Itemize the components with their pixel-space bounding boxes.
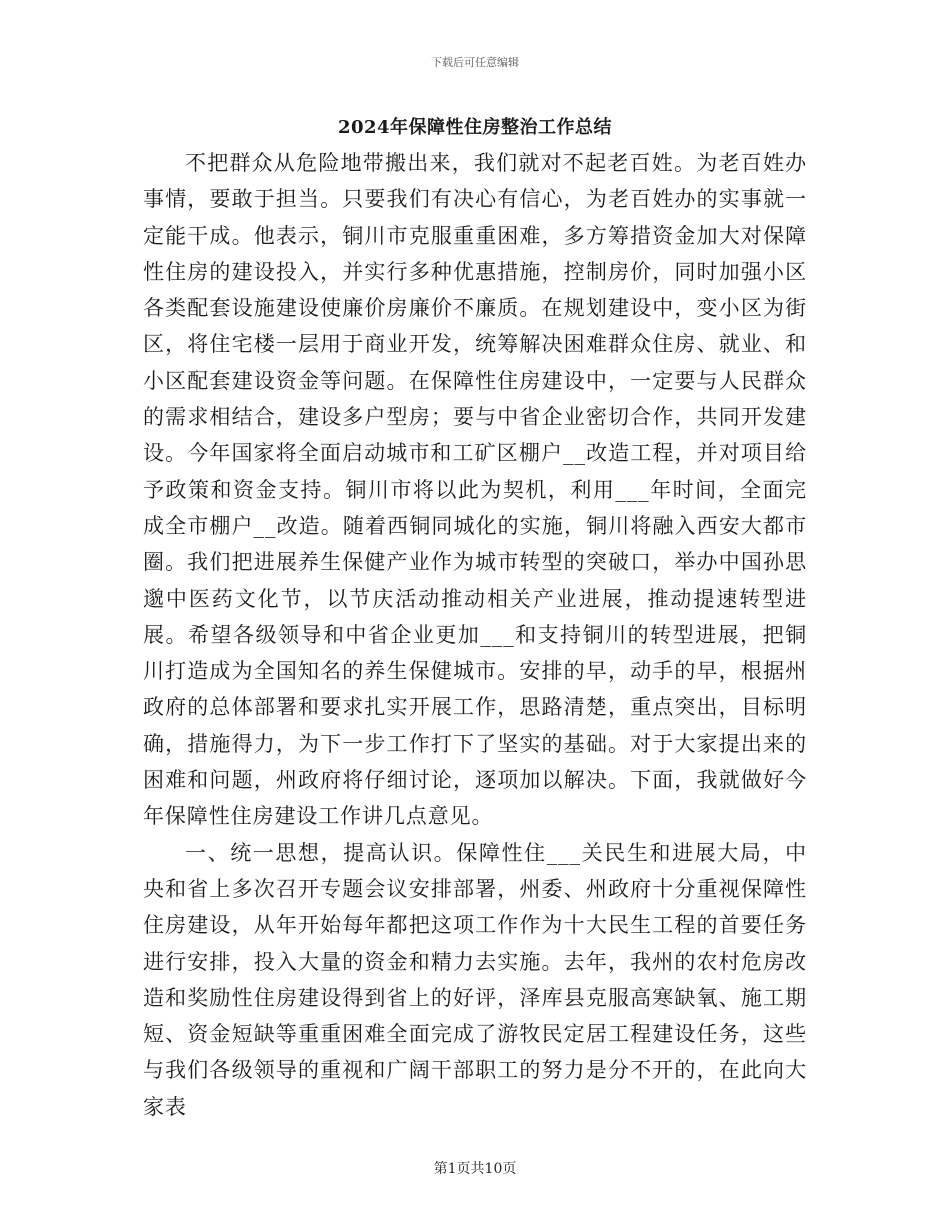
- document-body: [143, 145, 807, 1125]
- download-note: 下载后可任意编辑: [431, 56, 519, 69]
- paragraph-2: 一、统一思想，提高认识。保障性住___关民生和进展大局，中央和省上多次召开专题会议安排部署，州委、州政府十分重视保障性住房建设，从年开始每年都把这项工作作为十大民生工程的首要任务进行安排，投入大量的资金和精力去实施。去年，我州的农村危房改造和奖励性住房建设得到省上的好评，泽库县克服高寒缺氧、施工期短、资金短缺等重重困难全面完成了游牧民定居工程建设任务，这些与我们各级领导的重视和广阔干部职工的努力是分不开的，在此向大家表: [143, 840, 807, 1119]
- document-title: 2024年保障性住房整治工作总结: [337, 117, 613, 138]
- paragraph-1: 不把群众从危险地带搬出来，我们就对不起老百姓。为老百姓办事情，要敢于担当。只要我们有决心有信心，为老百姓办的实事就一定能干成。他表示，铜川市克服重重困难，多方筹措资金加大对保障性住房的建设投入，并实行多种优惠措施，控制房价，同时加强小区各类配套设施建设使廉价房廉价不廉质。在规划建设中，变小区为街区，将住宅楼一层用于商业开发，统筹解决困难群众住房、就业、和小区配套建设资金等问题。在保障性住房建设中，一定要与人民群众的需求相结合，建设多户型房；要与中省企业密切合作，共同开发建设。今年国家将全面启动城市和工矿区棚户__改造工程，并对项目给予政策和资金支持。铜川市将以此为契机，利用___年时间，全面完成全市棚户__改造。随着西铜同城化的实施，铜川将融入西安大都市圈。我们把进展养生保健产业作为城市转型的突破口，举办中国孙思邈中医药文化节，以节庆活动推动相关产业进展，推动提速转型进展。希望各级领导和中省企业更加___和支持铜川的转型进展，把铜川打造成为全国知名的养生保健城市。安排的早，动手的早，根据州政府的总体部署和要求扎实开展工作，思路清楚，重点突出，目标明确，措施得力，为下一步工作打下了坚实的基础。对于大家提出来的困难和问题，州政府将仔细讨论，逐项加以解决。下面，我就做好今年保障性住房建设工作讲几点意见。: [143, 151, 807, 829]
- page-number: 第1页共10页: [433, 1161, 517, 1177]
